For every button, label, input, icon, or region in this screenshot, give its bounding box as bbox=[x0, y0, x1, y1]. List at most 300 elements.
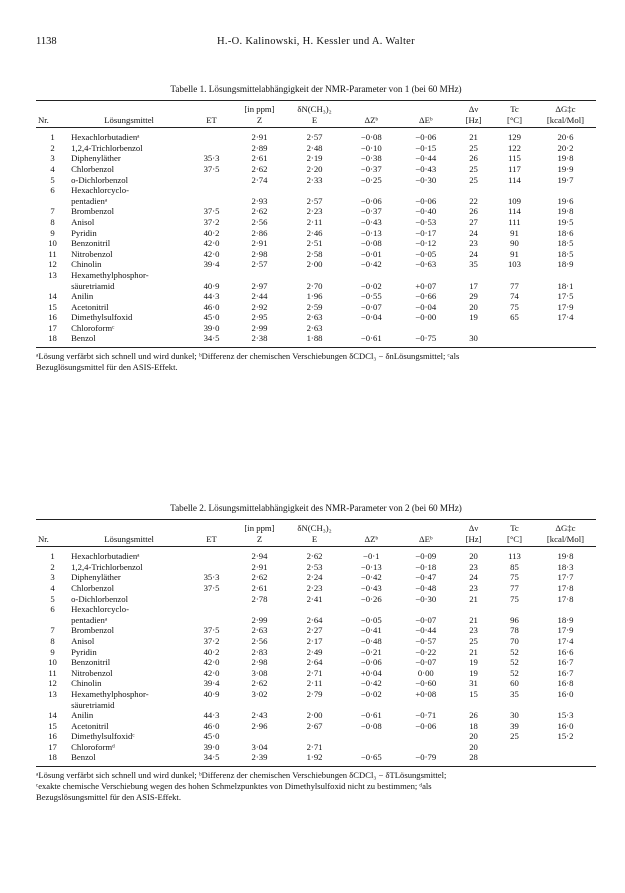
table-cell: 52 bbox=[510, 657, 519, 668]
table-cell: 17·8 bbox=[557, 582, 574, 593]
table-cell: 19·5 bbox=[557, 216, 574, 227]
table-cell: −0·26 bbox=[360, 593, 382, 604]
table-cell: −0·61 bbox=[360, 710, 382, 721]
table-cell bbox=[494, 700, 535, 711]
table-cell: 2·91 bbox=[251, 132, 268, 143]
table-1-block bbox=[36, 84, 596, 373]
table-cell: 0·00 bbox=[417, 667, 434, 678]
table-cell bbox=[494, 185, 535, 196]
table-cell: 25 bbox=[510, 731, 519, 742]
table-cell: 7 bbox=[50, 625, 55, 636]
solvent-name: Pyridin bbox=[71, 227, 97, 238]
table-cell: 2·93 bbox=[251, 195, 268, 206]
footnote-line: Bezugslösungsmittel für den ASIS-Effekt. bbox=[36, 792, 181, 803]
table-cell: 39 bbox=[510, 720, 519, 731]
table-cell: 17·8 bbox=[557, 593, 574, 604]
page-number: 1138 bbox=[36, 36, 57, 47]
table-cell: 42·0 bbox=[203, 667, 220, 678]
table-cell: 2·57 bbox=[251, 259, 268, 270]
table-cell: 2 bbox=[50, 561, 55, 572]
table-cell: 2·64 bbox=[306, 614, 323, 625]
table-cell: −0·25 bbox=[360, 174, 382, 185]
table-cell: 1 bbox=[50, 551, 55, 562]
table-cell: 3 bbox=[50, 153, 55, 164]
table-cell: −0·63 bbox=[415, 259, 437, 270]
table-cell: 19·6 bbox=[557, 195, 574, 206]
table-cell: 18·5 bbox=[557, 248, 574, 259]
solvent-name: Hexachlorcyclo- bbox=[71, 604, 129, 615]
table1-header-cell: ΔZᵇ bbox=[344, 115, 399, 128]
table-cell bbox=[285, 731, 344, 742]
solvent-name: säuretriamid bbox=[71, 699, 115, 710]
table2-header-cell bbox=[69, 520, 189, 534]
table-row bbox=[36, 647, 596, 658]
table-cell: 91 bbox=[510, 227, 519, 238]
table-row bbox=[36, 721, 596, 732]
table-cell: 85 bbox=[510, 561, 519, 572]
table-row bbox=[36, 689, 596, 700]
table-cell: 75 bbox=[510, 301, 519, 312]
table-cell: 2·00 bbox=[306, 710, 323, 721]
table-cell bbox=[189, 594, 234, 605]
table-cell: 46·0 bbox=[203, 720, 220, 731]
table-cell: 2·57 bbox=[306, 195, 323, 206]
table2-header-cell: [°C] bbox=[494, 534, 535, 547]
table2-header-cell: ΔZᵇ bbox=[344, 534, 399, 547]
solvent-name: Chinolin bbox=[71, 678, 102, 689]
table-cell bbox=[189, 196, 234, 207]
table-cell bbox=[189, 128, 234, 143]
table-cell: −0·21 bbox=[360, 646, 382, 657]
table-cell: −0·42 bbox=[360, 259, 382, 270]
table-row bbox=[36, 636, 596, 647]
solvent-name: Benzol bbox=[69, 752, 189, 766]
table-cell: 44·3 bbox=[203, 291, 220, 302]
table-cell: 3·02 bbox=[251, 688, 268, 699]
table-cell: 2·57 bbox=[306, 132, 323, 143]
table-cell: 42·0 bbox=[203, 657, 220, 668]
table-cell: 16 bbox=[48, 312, 57, 323]
table2-header-cell: Nr. bbox=[36, 534, 69, 547]
table-cell: 22 bbox=[469, 195, 478, 206]
table-2 bbox=[36, 519, 596, 767]
solvent-name: Acetonitril bbox=[71, 301, 109, 312]
table-cell: 26 bbox=[469, 153, 478, 164]
table-cell bbox=[285, 270, 344, 281]
table-cell: 52 bbox=[510, 667, 519, 678]
table-cell: 16·0 bbox=[557, 720, 574, 731]
table-cell: −0·02 bbox=[360, 280, 382, 291]
table-cell: 114 bbox=[508, 174, 521, 185]
table-cell: −0·47 bbox=[415, 572, 437, 583]
table-cell bbox=[494, 604, 535, 615]
table1-header-cell: ΔEᵇ bbox=[399, 115, 454, 128]
table-cell: 15 bbox=[469, 688, 478, 699]
table-cell: 12 bbox=[48, 259, 57, 270]
table-cell: 15·3 bbox=[557, 710, 574, 721]
solvent-name: Chinolin bbox=[71, 259, 102, 270]
table-cell bbox=[453, 185, 494, 196]
solvent-name: Acetonitril bbox=[71, 720, 109, 731]
table-cell bbox=[494, 742, 535, 753]
table-cell: 117 bbox=[508, 163, 521, 174]
table-cell: 18 bbox=[36, 752, 69, 766]
table2-header-cell: [Hz] bbox=[453, 534, 494, 547]
solvent-name: Benzonitril bbox=[71, 657, 111, 668]
table-cell: 113 bbox=[508, 551, 521, 562]
table-cell: 37·2 bbox=[203, 216, 220, 227]
table-cell: −0·38 bbox=[360, 153, 382, 164]
table-row bbox=[36, 742, 596, 753]
table-cell bbox=[494, 323, 535, 334]
table1-header-cell: Z bbox=[234, 115, 285, 128]
table-cell: 18·9 bbox=[557, 259, 574, 270]
table-cell: −0·1 bbox=[363, 551, 380, 562]
table-cell: 20 bbox=[469, 731, 478, 742]
table-cell: 2·79 bbox=[306, 688, 323, 699]
table-cell: 37·5 bbox=[203, 582, 220, 593]
table-cell: 13 bbox=[48, 688, 57, 699]
table-cell: −0·06 bbox=[415, 720, 437, 731]
table-cell: 2·99 bbox=[251, 322, 268, 333]
table-row bbox=[36, 323, 596, 334]
table-cell: 3 bbox=[50, 572, 55, 583]
table-cell: 60 bbox=[510, 678, 519, 689]
table-row bbox=[36, 291, 596, 302]
table-cell: 16·7 bbox=[557, 667, 574, 678]
table-cell: 23 bbox=[469, 561, 478, 572]
table-row bbox=[36, 678, 596, 689]
table-cell: −0·61 bbox=[344, 333, 399, 347]
table-cell: 90 bbox=[510, 238, 519, 249]
table-cell bbox=[535, 333, 596, 347]
table-cell bbox=[535, 323, 596, 334]
table-cell bbox=[189, 270, 234, 281]
table-cell: 2·58 bbox=[306, 248, 323, 259]
table-row bbox=[36, 752, 596, 766]
table-cell: 103 bbox=[507, 259, 521, 270]
table-cell: 35 bbox=[510, 688, 519, 699]
table-cell: 2·63 bbox=[306, 322, 323, 333]
table2-header-cell bbox=[399, 520, 454, 534]
table-row bbox=[36, 562, 596, 573]
solvent-name: Chlorbenzol bbox=[71, 163, 115, 174]
table-cell: 2·64 bbox=[306, 657, 323, 668]
table-cell: −0·53 bbox=[415, 216, 437, 227]
table-row bbox=[36, 217, 596, 228]
table-cell: 16 bbox=[48, 731, 57, 742]
table-row bbox=[36, 312, 596, 323]
table-cell: 2·59 bbox=[306, 301, 323, 312]
solvent-name: 1,2,4-Trichlorbenzol bbox=[71, 142, 143, 153]
table-cell bbox=[36, 196, 69, 207]
table-cell: 9 bbox=[50, 646, 55, 657]
table-cell: 39·4 bbox=[203, 678, 220, 689]
table-cell: 2·23 bbox=[306, 206, 323, 217]
table-cell: −0·13 bbox=[360, 561, 382, 572]
table-cell: 17 bbox=[48, 322, 57, 333]
table-cell: 77 bbox=[510, 582, 519, 593]
table1-header-cell: E bbox=[285, 115, 344, 128]
table-cell: 6 bbox=[50, 604, 55, 615]
table-cell: 114 bbox=[508, 206, 521, 217]
table-cell: 23 bbox=[469, 625, 478, 636]
table-cell: 26 bbox=[469, 710, 478, 721]
table1-header-cell: [°C] bbox=[494, 115, 535, 128]
table-row bbox=[36, 604, 596, 615]
table-cell: 2·61 bbox=[251, 153, 268, 164]
solvent-name: Benzol bbox=[69, 333, 189, 347]
table-cell: 39·0 bbox=[203, 741, 220, 752]
solvent-name: Hexachlorbutadienᵃ bbox=[71, 132, 140, 143]
table-row bbox=[36, 175, 596, 186]
table-cell: −0·75 bbox=[399, 333, 454, 347]
table-cell: 7 bbox=[50, 206, 55, 217]
table-cell bbox=[453, 604, 494, 615]
table-cell: 2·43 bbox=[251, 710, 268, 721]
table-cell: 40·2 bbox=[203, 227, 220, 238]
table-cell: −0·37 bbox=[360, 163, 382, 174]
table-cell: 10 bbox=[48, 238, 57, 249]
table-2-footnotes bbox=[36, 770, 596, 803]
table-cell: 2·63 bbox=[251, 625, 268, 636]
table-cell: 2·19 bbox=[306, 153, 323, 164]
solvent-name: säuretriamid bbox=[71, 280, 115, 291]
table-cell: −0·18 bbox=[415, 561, 437, 572]
table-cell: 21 bbox=[469, 593, 478, 604]
table-cell: −0·55 bbox=[360, 291, 382, 302]
table-cell bbox=[535, 752, 596, 766]
table-cell: 2·61 bbox=[251, 582, 268, 593]
table1-header-cell: Nr. bbox=[36, 115, 69, 128]
table-cell: 40·9 bbox=[203, 688, 220, 699]
solvent-name: Anilin bbox=[71, 291, 94, 302]
table-cell bbox=[189, 175, 234, 186]
table-cell: −0·06 bbox=[360, 657, 382, 668]
table-cell: −0·40 bbox=[415, 206, 437, 217]
table-cell: 2·95 bbox=[251, 312, 268, 323]
table-cell bbox=[344, 731, 399, 742]
footnote-line: ᵃLösung verfärbt sich schnell und wird dunkel; ᵇDifferenz der chemischen Verschiebungen δCDCl₃ − δnLösungsmittel; ᶜals bbox=[36, 351, 460, 362]
table-cell bbox=[494, 333, 535, 347]
table-cell bbox=[344, 604, 399, 615]
table-cell: −0·37 bbox=[360, 206, 382, 217]
table-row bbox=[36, 333, 596, 347]
table-row bbox=[36, 143, 596, 154]
table-cell: 2·56 bbox=[251, 635, 268, 646]
table-cell: 19·9 bbox=[557, 163, 574, 174]
table-cell: 65 bbox=[510, 312, 519, 323]
table-cell: 1·88 bbox=[285, 333, 344, 347]
table-cell bbox=[535, 185, 596, 196]
table-cell: 2·99 bbox=[251, 614, 268, 625]
solvent-name: Brombenzol bbox=[71, 206, 115, 217]
solvent-name: 1,2,4-Trichlorbenzol bbox=[71, 561, 143, 572]
table-cell: 2·17 bbox=[306, 635, 323, 646]
table-cell: 2·44 bbox=[251, 291, 268, 302]
table1-header-cell bbox=[344, 101, 399, 115]
table-cell: 13 bbox=[48, 269, 57, 280]
table-cell: −0·42 bbox=[360, 678, 382, 689]
table-row bbox=[36, 259, 596, 270]
table-cell: 24 bbox=[469, 248, 478, 259]
table-cell: 26 bbox=[469, 206, 478, 217]
table-cell: 2·27 bbox=[306, 625, 323, 636]
table-cell bbox=[344, 700, 399, 711]
table-cell: 40·9 bbox=[203, 280, 220, 291]
table-cell: 18·5 bbox=[557, 238, 574, 249]
table-cell: 78 bbox=[510, 625, 519, 636]
table-cell: 37·5 bbox=[203, 206, 220, 217]
table-cell: 2·71 bbox=[306, 667, 323, 678]
table-cell: 2·78 bbox=[251, 593, 268, 604]
table-cell bbox=[189, 547, 234, 562]
table-cell: −0·12 bbox=[415, 238, 437, 249]
solvent-name: Anisol bbox=[71, 635, 95, 646]
table-cell: 16·8 bbox=[557, 678, 574, 689]
table-cell bbox=[399, 270, 454, 281]
table-row bbox=[36, 249, 596, 260]
table-row bbox=[36, 657, 596, 668]
table-cell: 2·11 bbox=[306, 678, 323, 689]
table-cell: 19 bbox=[469, 667, 478, 678]
table-cell: 42·0 bbox=[203, 248, 220, 259]
table-cell: 2·67 bbox=[306, 720, 323, 731]
solvent-name: Anilin bbox=[71, 710, 94, 721]
table-cell: −0·05 bbox=[415, 248, 437, 259]
table-cell: 9 bbox=[50, 227, 55, 238]
table-cell bbox=[453, 270, 494, 281]
table1-header-cell bbox=[69, 101, 189, 115]
table1-header-cell: [kcal/Mol] bbox=[535, 115, 596, 128]
table-cell: 15·2 bbox=[557, 731, 574, 742]
table-cell: 2·00 bbox=[306, 259, 323, 270]
table-cell bbox=[535, 742, 596, 753]
table-cell: −0·08 bbox=[360, 720, 382, 731]
table-cell bbox=[535, 700, 596, 711]
table-row bbox=[36, 572, 596, 583]
solvent-name: Hexachlorbutadienᵃ bbox=[71, 551, 140, 562]
table-cell bbox=[399, 731, 454, 742]
table-cell: 2·98 bbox=[251, 248, 268, 259]
table-cell: 20·6 bbox=[557, 132, 574, 143]
table-1-footnotes bbox=[36, 351, 596, 373]
table-cell: 1·92 bbox=[285, 752, 344, 766]
table-cell bbox=[453, 700, 494, 711]
table-cell: −0·05 bbox=[360, 614, 382, 625]
table-cell bbox=[285, 185, 344, 196]
table-cell: 2·70 bbox=[306, 280, 323, 291]
table-cell: 2·38 bbox=[234, 333, 285, 347]
table-cell: 37·5 bbox=[203, 163, 220, 174]
table-cell: 37·5 bbox=[203, 625, 220, 636]
table-cell: −0·07 bbox=[415, 614, 437, 625]
table-cell bbox=[189, 604, 234, 615]
table-cell: −0·22 bbox=[415, 646, 437, 657]
table-cell: 27 bbox=[469, 216, 478, 227]
table-cell: 3·08 bbox=[251, 667, 268, 678]
table-cell: 16·0 bbox=[557, 688, 574, 699]
table-row bbox=[36, 710, 596, 721]
table-cell: 18·3 bbox=[557, 561, 574, 572]
table-cell: 42·0 bbox=[203, 238, 220, 249]
table-cell: 3·04 bbox=[251, 741, 268, 752]
table-cell: 8 bbox=[50, 635, 55, 646]
table1-header-cell bbox=[36, 101, 69, 115]
table-cell: 19·8 bbox=[557, 206, 574, 217]
table-cell: −0·04 bbox=[360, 312, 382, 323]
table-cell: 17 bbox=[48, 741, 57, 752]
table-cell bbox=[36, 281, 69, 292]
table-cell: 2·74 bbox=[251, 174, 268, 185]
table-cell bbox=[285, 700, 344, 711]
table-cell bbox=[344, 323, 399, 334]
table-cell: 109 bbox=[507, 195, 521, 206]
table2-header-cell: [in ppm] bbox=[234, 520, 285, 534]
table-cell: 2·63 bbox=[306, 312, 323, 323]
table-row bbox=[36, 153, 596, 164]
table-cell: 25 bbox=[469, 163, 478, 174]
table-cell bbox=[453, 323, 494, 334]
table-cell: 2·41 bbox=[306, 593, 323, 604]
table-cell: −0·30 bbox=[415, 174, 437, 185]
table-row bbox=[36, 206, 596, 217]
table-row bbox=[36, 700, 596, 711]
table2-header-cell bbox=[36, 520, 69, 534]
table-cell: 2·62 bbox=[251, 678, 268, 689]
table-cell: 31 bbox=[469, 678, 478, 689]
table-cell: 19·8 bbox=[557, 551, 574, 562]
table-cell: 2·39 bbox=[234, 752, 285, 766]
table-cell: 20 bbox=[469, 301, 478, 312]
solvent-name: pentadienᵃ bbox=[71, 614, 108, 625]
table-row bbox=[36, 594, 596, 605]
solvent-name: Chlorbenzol bbox=[71, 582, 115, 593]
table-cell: 14 bbox=[48, 710, 57, 721]
table-cell: 5 bbox=[50, 593, 55, 604]
table-cell: 74 bbox=[510, 291, 519, 302]
table-cell: −0·13 bbox=[360, 227, 382, 238]
table-cell: 40·2 bbox=[203, 646, 220, 657]
table2-header-cell bbox=[344, 520, 399, 534]
table-cell: −0·07 bbox=[415, 657, 437, 668]
table-row bbox=[36, 196, 596, 207]
table-cell: 23 bbox=[469, 582, 478, 593]
table-row bbox=[36, 583, 596, 594]
table2-header-cell: ΔG‡c bbox=[535, 520, 596, 534]
table-cell: −0·06 bbox=[415, 195, 437, 206]
table-cell: −0·66 bbox=[415, 291, 437, 302]
table-cell bbox=[535, 270, 596, 281]
table-cell: 2·62 bbox=[251, 206, 268, 217]
table-cell: 15 bbox=[48, 301, 57, 312]
table-row bbox=[36, 164, 596, 175]
table-cell: 2·97 bbox=[251, 280, 268, 291]
table-cell: 8 bbox=[50, 216, 55, 227]
table-cell: 44·3 bbox=[203, 710, 220, 721]
table1-header-cell: Lösungsmittel bbox=[69, 115, 189, 128]
table-cell: 18·9 bbox=[557, 614, 574, 625]
table-cell: 2·96 bbox=[251, 720, 268, 731]
table-cell: 2·46 bbox=[306, 227, 323, 238]
table-cell: 2·33 bbox=[306, 174, 323, 185]
table-cell: −0·57 bbox=[415, 635, 437, 646]
solvent-name: Diphenyläther bbox=[71, 153, 121, 164]
table-cell bbox=[189, 143, 234, 154]
table-cell: 17·4 bbox=[557, 635, 574, 646]
table-cell: 21 bbox=[469, 132, 478, 143]
table-cell: 18·1 bbox=[557, 280, 574, 291]
